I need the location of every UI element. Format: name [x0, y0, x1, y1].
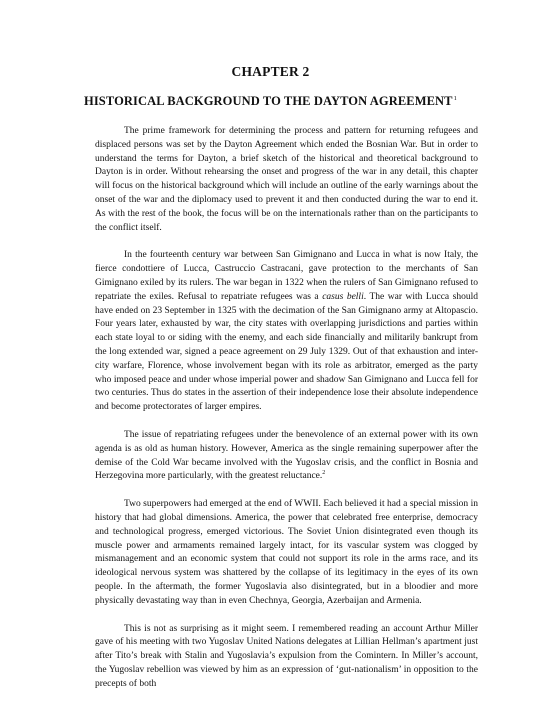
chapter-title — [0, 94, 541, 109]
paragraph-3 — [95, 429, 478, 484]
paragraph-1: The prime framework for determining the process and pattern for returning refugees and displaced persons was set by the Dayton Agreement which ended the Bosnian War. But in order to understand the terms for Dayton, a brief sketch of the historical and theoretical background to Dayton is in order. Without rehearsing the onset and progress of the war in any detail, this chapter will focus on the historical background which will include an outline of the early warnings about the onset of the war and the diplomacy used to prevent it and then conducted during the war to end it. As with the rest of the book, the focus will be on the internationals rather than on the participants to the conflict itself. — [95, 126, 478, 233]
paragraph-5: This is not as surprising as it might seem. I remembered reading an account Arthur Miller gave of his meeting with two Yugoslav United Nations delegates at Lillian Hellman’s apartment just after Tito’s break with Stalin and Yugoslavia’s expulsion from the Comintern. In Miller’s account, the Yugoslav rebellion was viewed by him as an expression of ‘gut-nationalism’ in opposition to the precepts of both — [95, 623, 478, 689]
paragraph-2-part-1: In the fourteenth century war between San Gimignano and Lucca in what is now Italy, the fierce condottiere of Lucca, Castruccio Castracani, gave protection to the merchants of San Gimignano exiled by its rulers. The war began in 1322 when the rulers of San Gimignano refused to repatriate the exiles. Refusal to repatriate refugees was a — [95, 250, 478, 302]
paragraph-2-part-2: . The war with Lucca should have ended on 23 September in 1325 with the decimation of the San Gimignano army at Altopascio. Four years later, exhausted by war, the city states with overlapping jurisdictions and parties within each state loyal to or siding with the enemy, and each side financially and militarily bankrupt from the long extended war, signed a peace agreement on 29 July 1329. Out of that exhaustion and inter-city warfare, Florence, whose involvement began with its role as arbitrator, emerged as the party who imposed peace and under whose imperial power and shadow San Gimignano and Lucca fell for two centuries. Thus do states in the assertion of their independence lose their absolute independence and become protectorates of larger empires. — [95, 291, 478, 413]
italic-term: casus belli — [322, 291, 364, 302]
paragraph-3-text: The issue of repatriating refugees under the benevolence of an external power with its own agenda is as old as human history. However, America as the single remaining superpower after the demise of the Cold War became involved with the Yugoslav crisis, and the conflict in Bosnia and Herzegovina more particularly, with the greatest reluctance. — [95, 429, 478, 482]
footnote-marker-2[interactable]: 2 — [322, 470, 326, 477]
chapter-title-text: HISTORICAL BACKGROUND TO THE DAYTON AGREEMENT — [84, 94, 453, 108]
chapter-body — [95, 125, 478, 705]
footnote-marker-1[interactable]: 1 — [453, 95, 457, 102]
chapter-heading: CHAPTER 2 — [231, 64, 310, 79]
paragraph-4: Two superpowers had emerged at the end of WWII. Each believed it had a special mission in history that had global dimensions. America, the power that celebrated free enterprise, democracy and technological progress, emerged victorious. The Soviet Union disintegrated even though its muscle power and armaments remained largely intact, for its vascular system was clogged by mismanagement and an economic system that could not support its role in the arms race, and its ideological nervous system was shattered by the collapse of its legitimacy in the eyes of its own people. In the aftermath, the former Yugoslavia also disintegrated, but in a bloodier and more physically devastating way than in even Chechnya, Georgia, Azerbaijan and Armenia. — [95, 499, 478, 606]
paragraph-2 — [95, 249, 478, 415]
